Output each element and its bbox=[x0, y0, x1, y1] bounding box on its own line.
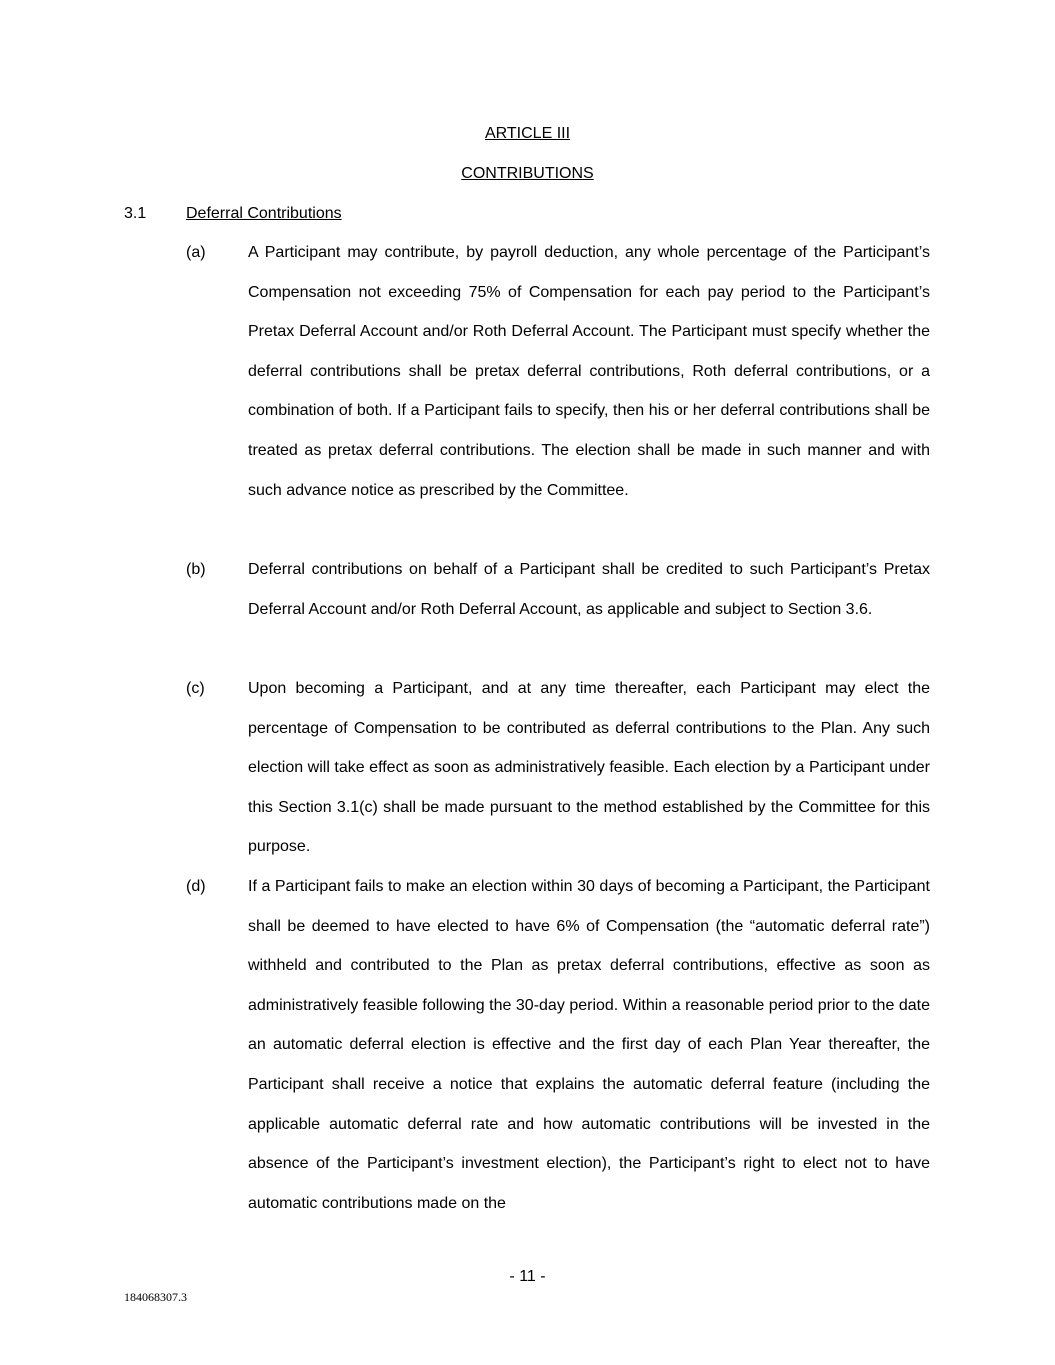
page-number: - 11 - bbox=[509, 1268, 546, 1285]
paragraph-c bbox=[186, 669, 931, 867]
section-number: 3.1 bbox=[124, 205, 147, 222]
paragraph-label: (b) bbox=[186, 561, 206, 578]
paragraph-d bbox=[186, 867, 931, 1223]
paragraph-text: Deferral contributions on behalf of a Participant shall be credited to such Participant’s Pretax Deferral Account and/or Roth Deferral Account, as applicable and subject to Section 3.6. bbox=[248, 561, 930, 618]
paragraph-text: Upon becoming a Participant, and at any time thereafter, each Participant may elect the percentage of Compensation to be contributed as deferral contributions to the Plan. Any such election will take effect as soon as administratively feasible. Each election by a Participant under this Section 3.1(c) shall be made pursuant to the method established by the Committee for this purpose. bbox=[248, 680, 930, 856]
paragraph-label: (d) bbox=[186, 878, 206, 895]
article-name: CONTRIBUTIONS bbox=[461, 165, 594, 182]
paragraph-label: (c) bbox=[186, 680, 205, 697]
paragraph-label: (a) bbox=[186, 244, 206, 261]
document-id: 184068307.3 bbox=[124, 1290, 187, 1304]
paragraph-text: If a Participant fails to make an election within 30 days of becoming a Participant, the Participant shall be deemed to have elected to have 6% of Compensation (the “automatic deferral rate”) withheld and contributed to the Plan as pretax deferral contributions, effective as soon as administratively feasible following the 30-day period. Within a reasonable period prior to the date an automatic deferral election is effective and the first day of each Plan Year thereafter, the Participant shall receive a notice that explains the automatic deferral feature (including the applicable automatic deferral rate and how automatic contributions will be invested in the absence of the Participant’s investment election), the Participant’s right to elect not to have automatic contributions made on the bbox=[248, 878, 930, 1212]
section-title: Deferral Contributions bbox=[186, 205, 342, 222]
paragraph-text: A Participant may contribute, by payroll deduction, any whole percentage of the Participant’s Compensation not exceeding 75% of Compensation for each pay period to the Participant’s Pretax Deferral Account and/or Roth Deferral Account. The Participant must specify whether the deferral contributions shall be pretax deferral contributions, Roth deferral contributions, or a combination of both. If a Participant fails to specify, then his or her deferral contributions shall be treated as pretax deferral contributions. The election shall be made in such manner and with such advance notice as prescribed by the Committee. bbox=[248, 244, 930, 499]
article-title: ARTICLE III bbox=[484, 125, 571, 142]
paragraph-a bbox=[186, 233, 931, 510]
paragraph-b bbox=[186, 550, 931, 629]
